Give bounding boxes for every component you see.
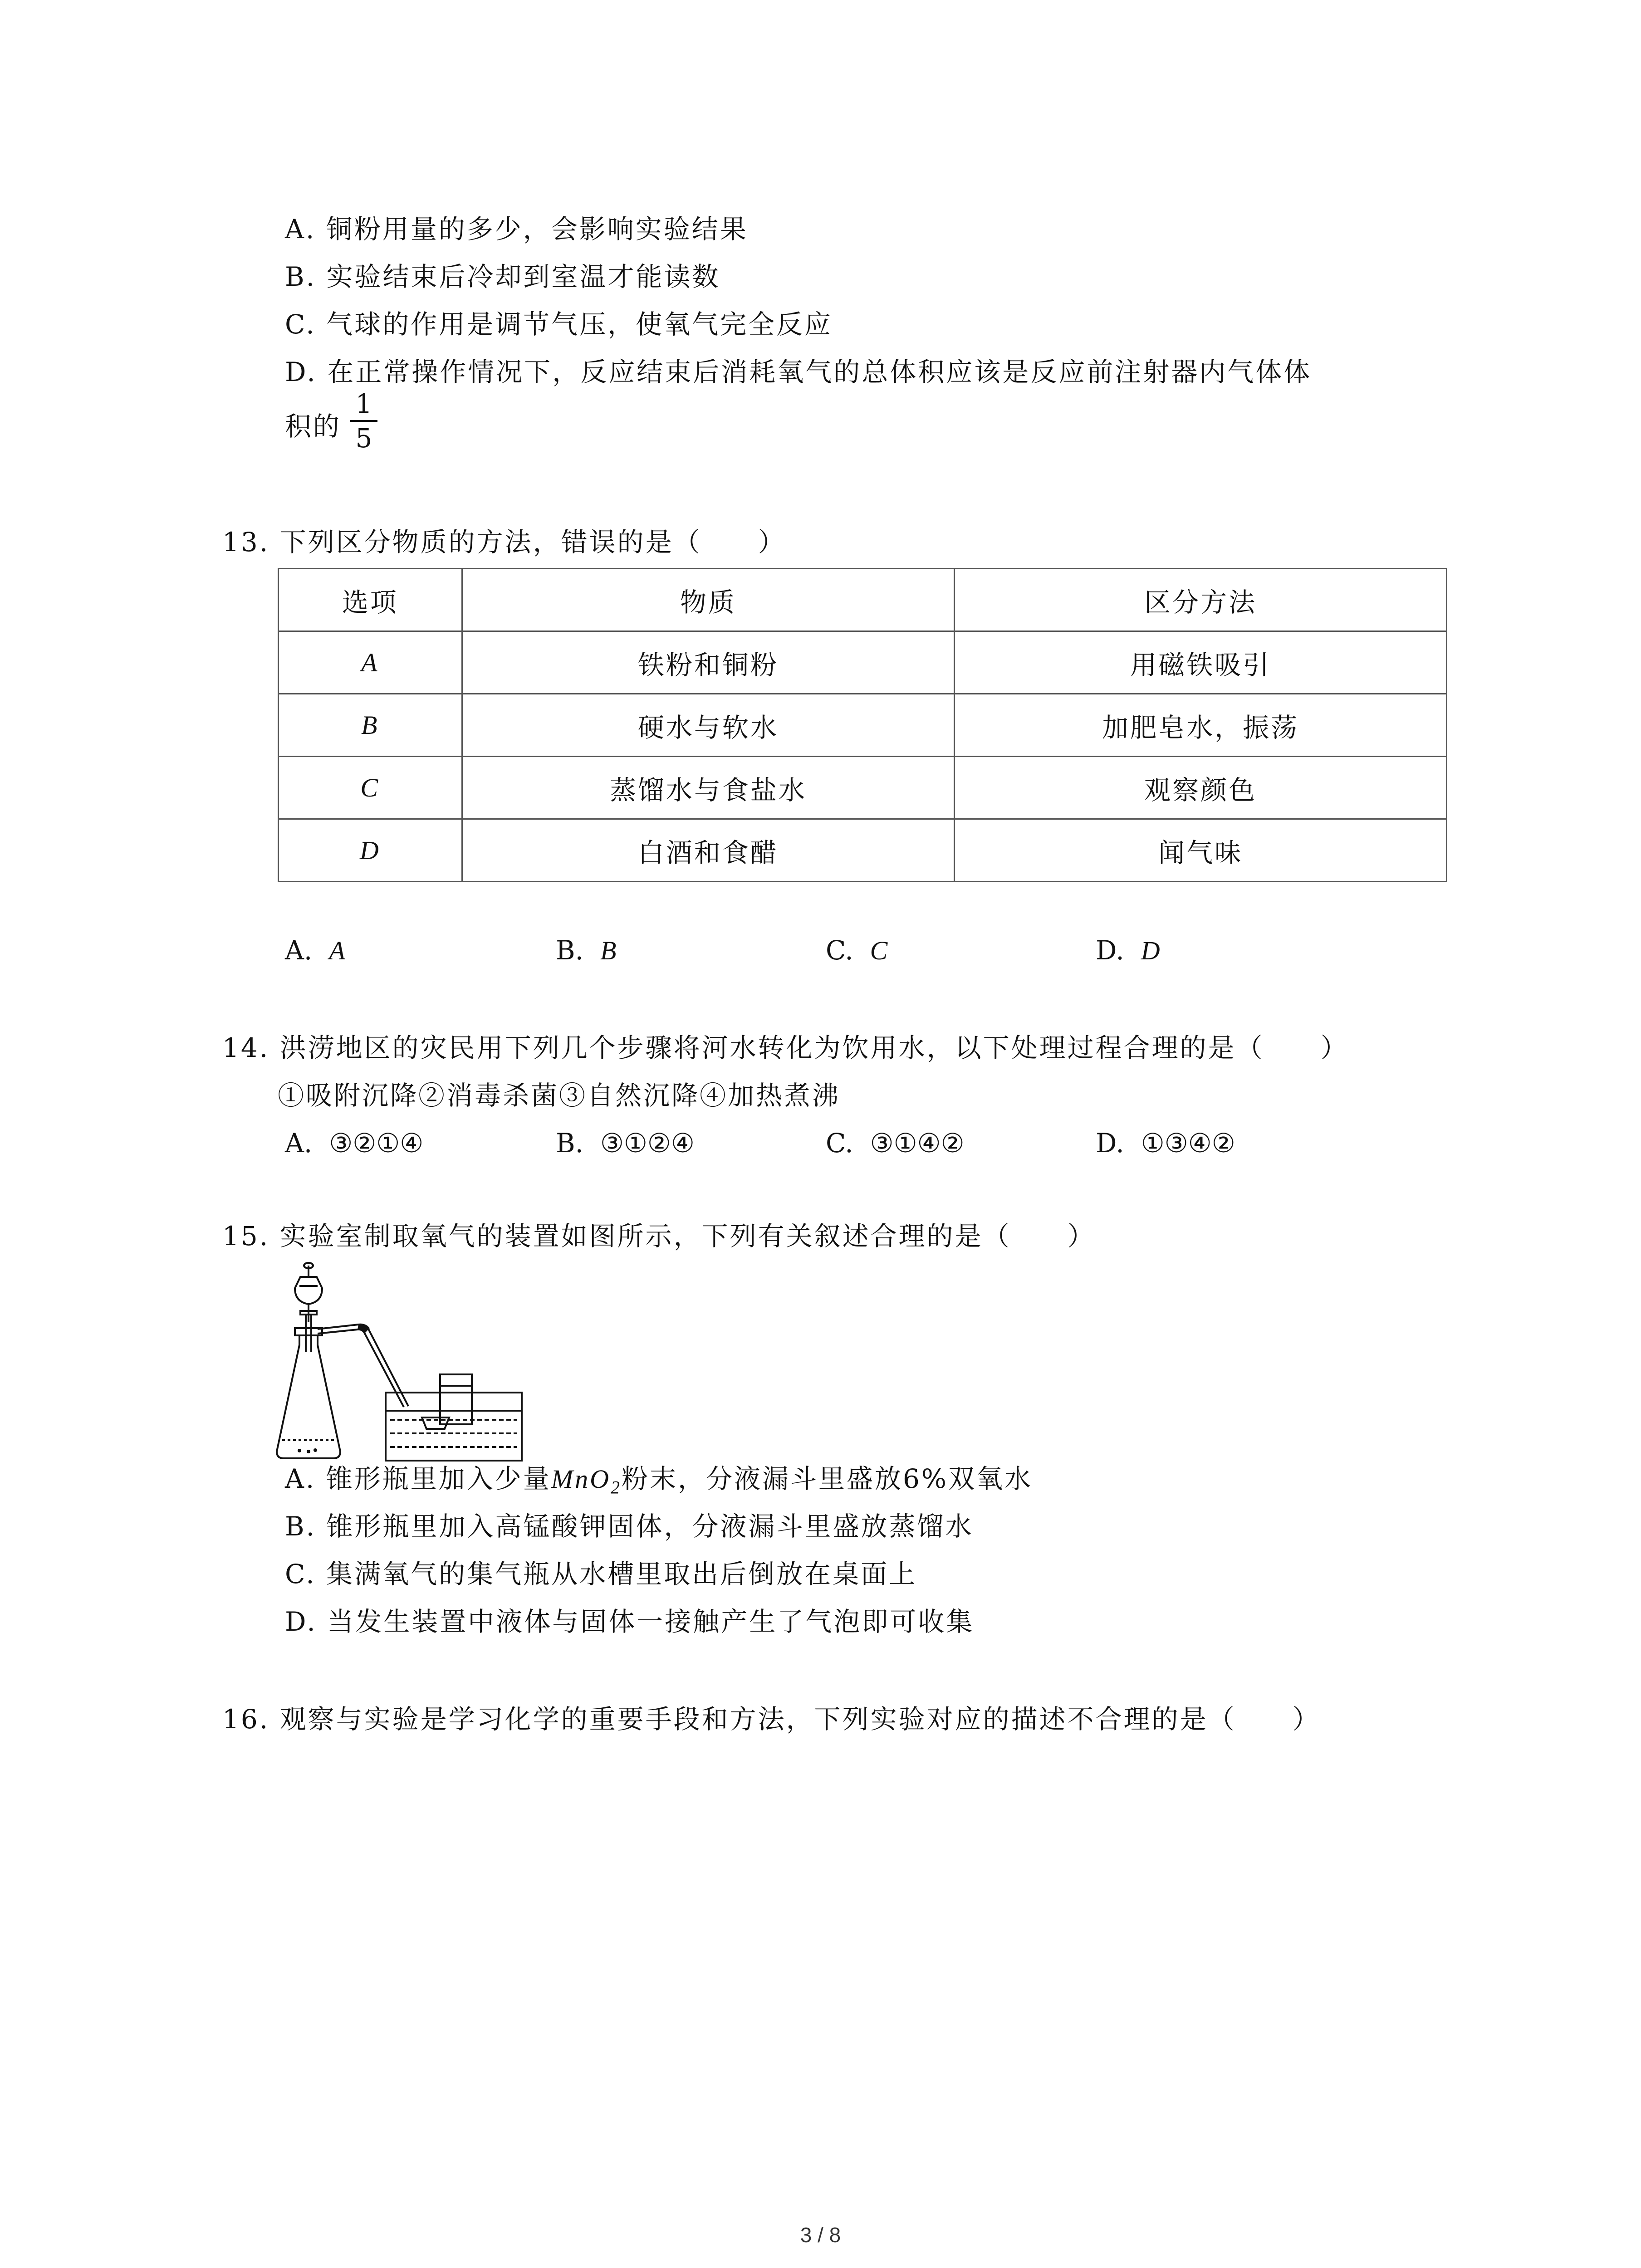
choice-value: ①③④② <box>1141 1128 1235 1158</box>
q15-option-b[interactable]: B. 锥形瓶里加入高锰酸钾固体，分液漏斗里盛放蒸馏水 <box>285 1511 974 1542</box>
table-cell-method: 观察颜色 <box>955 757 1447 819</box>
q14-choice-c[interactable] <box>826 1127 965 1159</box>
choice-label: B. <box>556 1128 584 1158</box>
table-cell-option: A <box>279 631 462 694</box>
table-row <box>279 694 1447 757</box>
table-cell-method: 用磁铁吸引 <box>955 631 1447 694</box>
choice-label: A. <box>285 935 313 966</box>
fraction-bar <box>350 420 377 422</box>
q14-choice-b[interactable] <box>556 1127 695 1159</box>
choice-value: ③①②④ <box>600 1128 695 1158</box>
q14-choice-d[interactable] <box>1096 1127 1235 1159</box>
q14-stem: 14. 洪涝地区的灾民用下列几个步骤将河水转化为饮用水，以下处理过程合理的是（ ） <box>222 1032 1349 1063</box>
choice-value: A <box>329 936 345 965</box>
formula-main: MnO <box>551 1464 611 1494</box>
q14-choice-a[interactable] <box>285 1127 423 1159</box>
table-cell-substance: 蒸馏水与食盐水 <box>462 757 955 819</box>
choice-value: B <box>600 936 617 965</box>
table-header-row <box>279 569 1447 631</box>
table-cell-option: D <box>279 819 462 882</box>
choice-label: D. <box>1096 935 1124 966</box>
choice-value: ③①④② <box>870 1128 965 1158</box>
q12-option-b: B. 实验结束后冷却到室温才能读数 <box>285 261 720 292</box>
q13-table <box>278 568 1447 882</box>
table-row <box>279 819 1447 882</box>
formula-subscript: 2 <box>610 1477 622 1498</box>
table-cell-option: B <box>279 694 462 757</box>
table-cell-substance: 铁粉和铜粉 <box>462 631 955 694</box>
q15-option-a[interactable] <box>285 1463 1033 1504</box>
table-header-cell: 区分方法 <box>955 569 1447 631</box>
fraction-denominator: 5 <box>355 423 372 454</box>
q15-stem: 15. 实验室制取氧气的装置如图所示，下列有关叙述合理的是（ ） <box>222 1221 1096 1251</box>
choice-value: ③②①④ <box>329 1128 424 1158</box>
q12-option-d-line2: 积的 <box>285 411 342 442</box>
q13-choice-b[interactable] <box>556 934 616 967</box>
table-cell-method: 加肥皂水，振荡 <box>955 694 1447 757</box>
table-header-cell: 物质 <box>462 569 955 631</box>
q13-choice-c[interactable] <box>826 934 887 967</box>
oxygen-apparatus-figure <box>272 1261 526 1470</box>
q12-option-c: C. 气球的作用是调节气压，使氧气完全反应 <box>285 309 833 340</box>
table-cell-method: 闻气味 <box>955 819 1447 882</box>
table-cell-substance: 白酒和食醋 <box>462 819 955 882</box>
table-row <box>279 631 1447 694</box>
formula-mno2 <box>551 1464 622 1498</box>
choice-label: D. <box>1096 1128 1124 1158</box>
choice-value: D <box>1141 936 1160 965</box>
q16-stem: 16. 观察与实验是学习化学的重要手段和方法，下列实验对应的描述不合理的是（ ） <box>222 1704 1321 1735</box>
choice-label: B. <box>556 935 584 966</box>
choice-label: C. <box>826 935 853 966</box>
choice-label: A. <box>285 1128 313 1158</box>
q12-option-d-line1: D. 在正常操作情况下，反应结束后消耗氧气的总体积应该是反应前注射器内气体体 <box>285 357 1312 387</box>
q15-option-c[interactable]: C. 集满氧气的集气瓶从水槽里取出后倒放在桌面上 <box>285 1559 917 1589</box>
q13-choice-a[interactable] <box>285 934 345 967</box>
q13-stem: 13. 下列区分物质的方法，错误的是（ ） <box>222 527 786 557</box>
q14-steps: ①吸附沉降②消毒杀菌③自然沉降④加热煮沸 <box>278 1080 841 1111</box>
option-text: 粉末，分液漏斗里盛放6%双氧水 <box>621 1463 1033 1494</box>
choice-label: C. <box>826 1128 853 1158</box>
table-cell-option: C <box>279 757 462 819</box>
fraction-one-fifth <box>350 389 377 453</box>
fraction-numerator: 1 <box>355 388 372 419</box>
page-number: 3 / 8 <box>800 2223 841 2247</box>
q15-option-d[interactable]: D. 当发生装置中液体与固体一接触产生了气泡即可收集 <box>285 1606 975 1637</box>
q13-choice-d[interactable] <box>1096 934 1160 967</box>
q12-option-a: A. 铜粉用量的多少，会影响实验结果 <box>285 214 748 244</box>
table-header-cell: 选项 <box>279 569 462 631</box>
table-cell-substance: 硬水与软水 <box>462 694 955 757</box>
table-row <box>279 757 1447 819</box>
choice-value: C <box>870 936 888 965</box>
option-text: A. 锥形瓶里加入少量 <box>285 1463 551 1494</box>
